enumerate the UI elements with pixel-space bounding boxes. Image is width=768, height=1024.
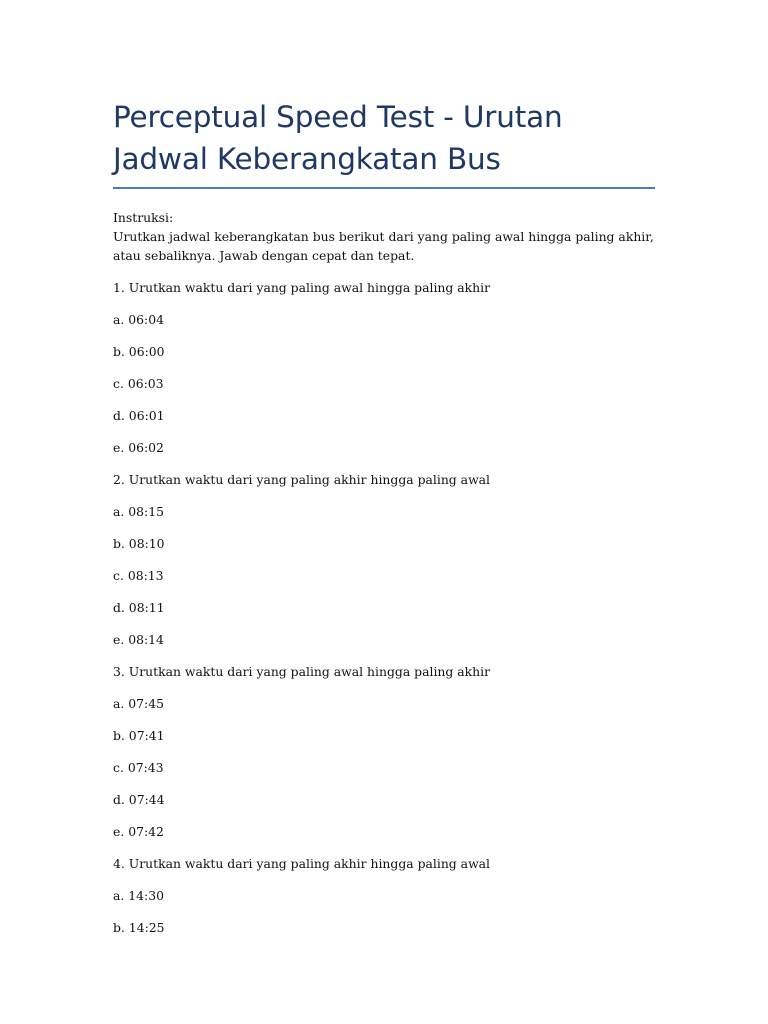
title-divider bbox=[113, 187, 655, 189]
answer-option: e. 07:42 bbox=[113, 824, 164, 839]
instructions bbox=[113, 208, 655, 265]
answer-option: a. 07:45 bbox=[113, 696, 164, 711]
question-block-1 bbox=[113, 278, 655, 457]
answer-option: d. 07:44 bbox=[113, 792, 165, 807]
answer-option: e. 08:14 bbox=[113, 632, 164, 647]
instructions-label: Instruksi: bbox=[113, 210, 174, 225]
answer-option: c. 06:03 bbox=[113, 376, 164, 391]
answer-option: a. 08:15 bbox=[113, 504, 164, 519]
question-block-2 bbox=[113, 470, 655, 649]
answer-option: a. 06:04 bbox=[113, 312, 164, 327]
answer-option: b. 06:00 bbox=[113, 344, 165, 359]
answer-option: d. 08:11 bbox=[113, 600, 165, 615]
answer-option: a. 14:30 bbox=[113, 888, 164, 903]
question-text: 1. Urutkan waktu dari yang paling awal hingga paling akhir bbox=[113, 280, 491, 295]
question-text: 3. Urutkan waktu dari yang paling awal hingga paling akhir bbox=[113, 664, 491, 679]
answer-option: c. 08:13 bbox=[113, 568, 164, 583]
document-page bbox=[113, 96, 655, 937]
answer-option: b. 14:25 bbox=[113, 920, 165, 935]
question-list bbox=[113, 278, 655, 937]
answer-option: b. 08:10 bbox=[113, 536, 165, 551]
question-block-3 bbox=[113, 662, 655, 841]
answer-option: e. 06:02 bbox=[113, 440, 164, 455]
answer-option: d. 06:01 bbox=[113, 408, 165, 423]
answer-option: c. 07:43 bbox=[113, 760, 164, 775]
answer-option: b. 07:41 bbox=[113, 728, 165, 743]
page-title: Perceptual Speed Test - Urutan Jadwal Keberangkatan Bus bbox=[113, 100, 563, 176]
question-text: 2. Urutkan waktu dari yang paling akhir hingga paling awal bbox=[113, 472, 491, 487]
question-text: 4. Urutkan waktu dari yang paling akhir hingga paling awal bbox=[113, 856, 491, 871]
question-block-4 bbox=[113, 854, 655, 937]
instructions-text: Urutkan jadwal keberangkatan bus berikut dari yang paling awal hingga paling akhir, atau sebaliknya. Jawab dengan cepat dan tepat. bbox=[113, 229, 654, 263]
